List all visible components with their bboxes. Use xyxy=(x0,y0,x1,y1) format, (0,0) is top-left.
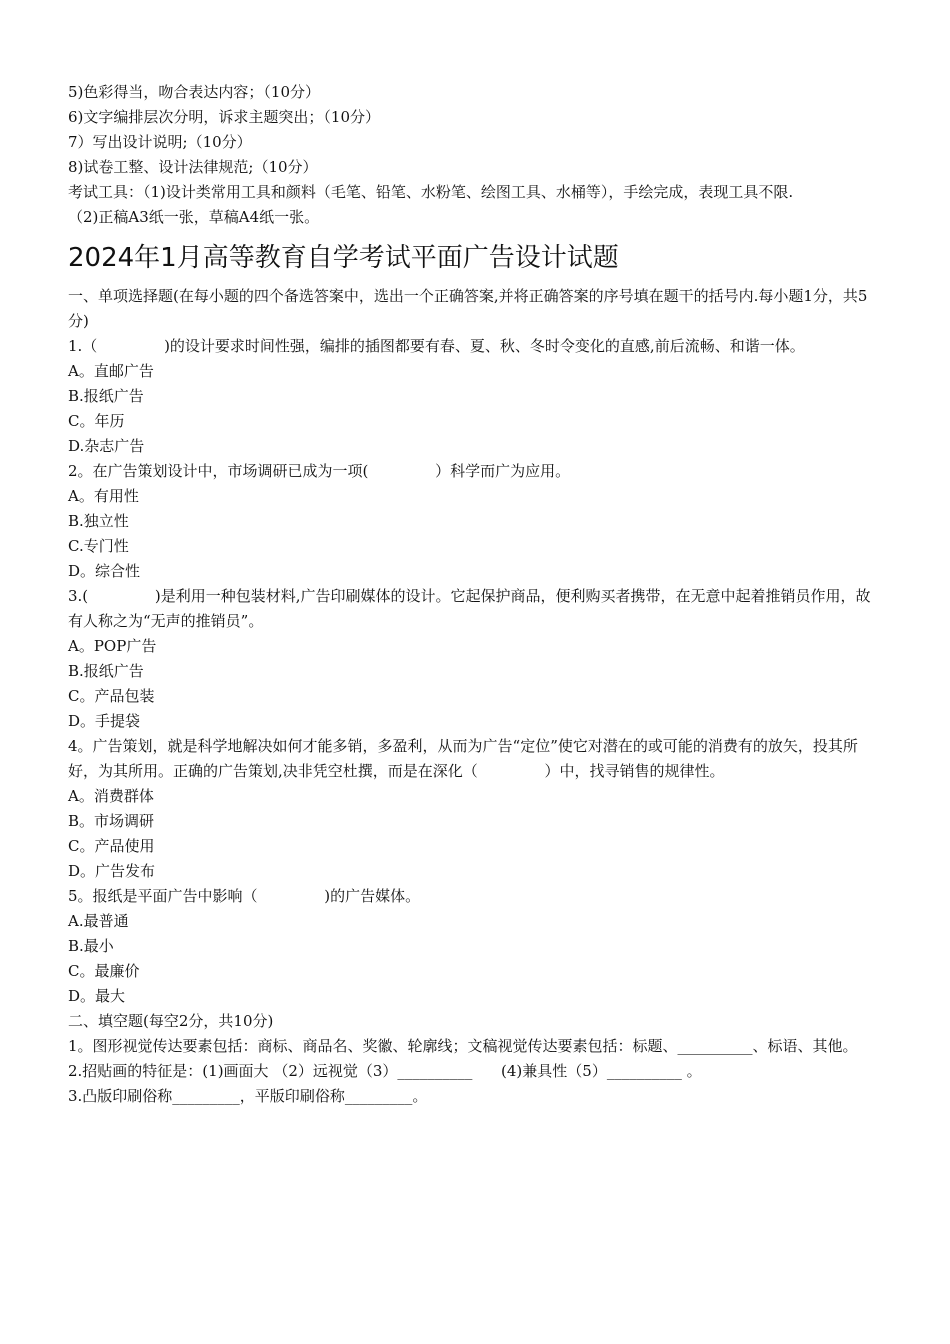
question-stem: 5。报纸是平面广告中影响（ )的广告媒体。 xyxy=(68,887,421,905)
criterion-line: 6)文字编排层次分明，诉求主题突出；（10分） xyxy=(68,108,380,126)
option: D。广告发布 xyxy=(68,862,156,880)
option: D。最大 xyxy=(68,987,126,1005)
option: A。POP广告 xyxy=(68,637,157,655)
section-heading: 二、填空题(每空2分，共10分) xyxy=(68,1012,274,1030)
option: D.杂志广告 xyxy=(68,437,145,455)
option: B.最小 xyxy=(68,937,114,955)
option: A。有用性 xyxy=(68,487,139,505)
option: A.最普通 xyxy=(68,912,129,930)
question-stem: 4。广告策划，就是科学地解决如何才能多销，多盈利，从而为广告“定位”使它对潜在的或可能的消费有的放矢，投其所好，为其所用。正确的广告策划,决非凭空杜撰，而是在深化（ ）中，找寻销售的规律性。 xyxy=(68,737,858,780)
option: B.独立性 xyxy=(68,512,129,530)
criterion-line: 8)试卷工整、设计法律规范;（10分） xyxy=(68,158,318,176)
option: C。产品使用 xyxy=(68,837,155,855)
question-stem: 3.( )是利用一种包装材料,广告印刷媒体的设计。它起保护商品，便利购买者携带，在无意中起着推销员作用，故有人称之为“无声的推销员”。 xyxy=(68,587,871,630)
scoring-criteria xyxy=(68,80,882,230)
criterion-line: 7）写出设计说明;（10分） xyxy=(68,133,252,151)
question xyxy=(68,459,882,584)
criterion-line: 5)色彩得当，吻合表达内容；（10分） xyxy=(68,83,320,101)
option: C.专门性 xyxy=(68,537,129,555)
question xyxy=(68,584,882,734)
option: B。市场调研 xyxy=(68,812,155,830)
question xyxy=(68,734,882,884)
section-heading: 一、单项选择题(在每小题的四个备选答案中，选出一个正确答案,并将正确答案的序号填在题干的括号内.每小题1分，共5分) xyxy=(68,287,868,330)
question-stem: 2。在广告策划设计中，市场调研已成为一项( ）科学而广为应用。 xyxy=(68,462,571,480)
fill-in-questions xyxy=(68,1034,882,1109)
option: D。手提袋 xyxy=(68,712,141,730)
question xyxy=(68,884,882,1009)
option: A。消费群体 xyxy=(68,787,154,805)
question xyxy=(68,334,882,459)
fill-in-question: 2.招贴画的特征是：(1)画面大 （2）远视觉（3）__________ (4)兼具性（5）__________ 。 xyxy=(68,1062,702,1080)
option: A。直邮广告 xyxy=(68,362,154,380)
option: C。年历 xyxy=(68,412,125,430)
option: D。综合性 xyxy=(68,562,141,580)
exam-tools-line: 考试工具：（1)设计类常用工具和颜料（毛笔、铅笔、水粉笔、绘图工具、水桶等），手绘完成，表现工具不限. xyxy=(68,183,794,201)
option: C。最廉价 xyxy=(68,962,140,980)
option: B.报纸广告 xyxy=(68,662,144,680)
option: B.报纸广告 xyxy=(68,387,144,405)
exam-paper-line: （2)正稿A3纸一张，草稿A4纸一张。 xyxy=(68,208,320,226)
fill-in-question: 1。图形视觉传达要素包括：商标、商品名、奖徽、轮廓线；文稿视觉传达要素包括：标题、__________、标语、其他。 xyxy=(68,1037,858,1055)
exam-title: 2024年1月高等教育自学考试平面广告设计试题 xyxy=(68,243,619,273)
option: C。产品包装 xyxy=(68,687,155,705)
fill-in-question: 3.凸版印刷俗称_________，平版印刷俗称_________。 xyxy=(68,1087,428,1105)
question-stem: 1.（ )的设计要求时间性强，编排的插图都要有春、夏、秋、冬时令变化的直感,前后流畅、和谐一体。 xyxy=(68,337,805,355)
